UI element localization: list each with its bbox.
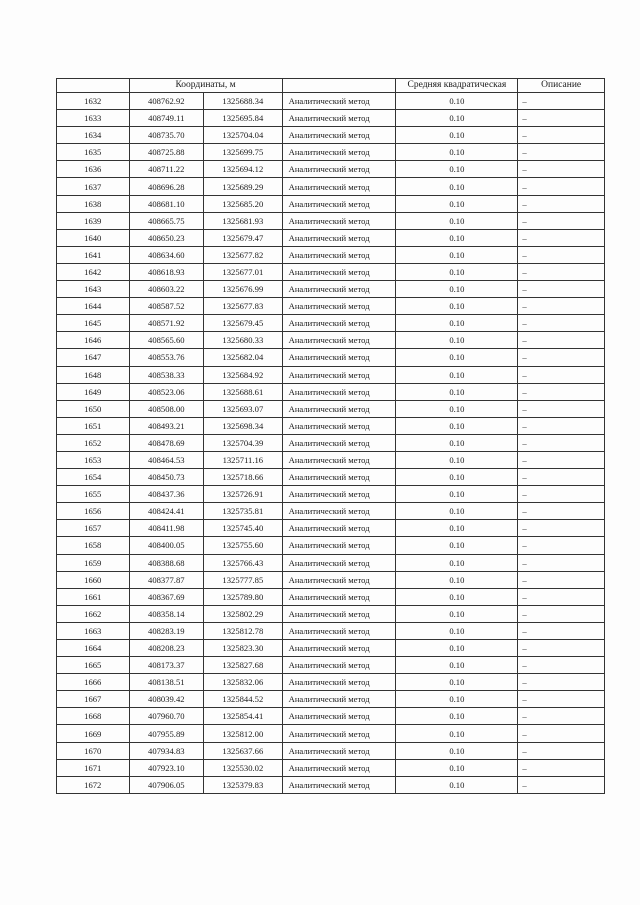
rms-error-cell: 0.10 — [396, 725, 518, 742]
description-cell: – — [518, 110, 605, 127]
coord-y-cell: 1325688.34 — [204, 93, 283, 110]
rms-error-cell: 0.10 — [396, 776, 518, 793]
coord-x-cell: 408411.98 — [129, 520, 204, 537]
method-cell: Аналитический метод — [282, 725, 396, 742]
table-row — [57, 503, 605, 520]
coord-x-cell: 408173.37 — [129, 657, 204, 674]
description-cell: – — [518, 640, 605, 657]
coord-x-cell: 408523.06 — [129, 383, 204, 400]
method-cell: Аналитический метод — [282, 366, 396, 383]
rms-error-cell: 0.10 — [396, 486, 518, 503]
description-cell: – — [518, 93, 605, 110]
method-cell: Аналитический метод — [282, 674, 396, 691]
coord-y-cell: 1325680.33 — [204, 332, 283, 349]
point-number-cell: 1658 — [57, 537, 130, 554]
method-cell: Аналитический метод — [282, 246, 396, 263]
method-cell: Аналитический метод — [282, 554, 396, 571]
table-row — [57, 212, 605, 229]
table-row — [57, 451, 605, 468]
description-cell: – — [518, 776, 605, 793]
description-cell: – — [518, 212, 605, 229]
table-row — [57, 383, 605, 400]
description-cell: – — [518, 144, 605, 161]
coord-y-cell: 1325379.83 — [204, 776, 283, 793]
table-row — [57, 366, 605, 383]
table-row — [57, 161, 605, 178]
coord-x-cell: 407960.70 — [129, 708, 204, 725]
point-number-cell: 1643 — [57, 281, 130, 298]
table-row — [57, 315, 605, 332]
rms-error-cell: 0.10 — [396, 144, 518, 161]
method-cell: Аналитический метод — [282, 349, 396, 366]
coord-x-cell: 407955.89 — [129, 725, 204, 742]
point-number-cell: 1650 — [57, 400, 130, 417]
coord-y-cell: 1325693.07 — [204, 400, 283, 417]
coord-x-cell: 408634.60 — [129, 246, 204, 263]
coord-y-cell: 1325854.41 — [204, 708, 283, 725]
coord-y-cell: 1325677.83 — [204, 298, 283, 315]
description-cell: – — [518, 708, 605, 725]
method-cell: Аналитический метод — [282, 110, 396, 127]
coord-y-cell: 1325812.00 — [204, 725, 283, 742]
table-row — [57, 725, 605, 742]
description-cell: – — [518, 520, 605, 537]
point-number-cell: 1670 — [57, 742, 130, 759]
method-cell: Аналитический метод — [282, 742, 396, 759]
coord-x-cell: 408571.92 — [129, 315, 204, 332]
method-cell: Аналитический метод — [282, 503, 396, 520]
point-number-cell: 1632 — [57, 93, 130, 110]
method-cell: Аналитический метод — [282, 332, 396, 349]
description-cell: – — [518, 605, 605, 622]
header-coordinates: Координаты, м — [129, 79, 282, 93]
rms-error-cell: 0.10 — [396, 640, 518, 657]
description-cell: – — [518, 417, 605, 434]
point-number-cell: 1661 — [57, 588, 130, 605]
coord-x-cell: 408388.68 — [129, 554, 204, 571]
coord-y-cell: 1325726.91 — [204, 486, 283, 503]
table-header-row — [57, 79, 605, 93]
point-number-cell: 1657 — [57, 520, 130, 537]
coord-x-cell: 408478.69 — [129, 434, 204, 451]
point-number-cell: 1636 — [57, 161, 130, 178]
coord-y-cell: 1325827.68 — [204, 657, 283, 674]
coord-y-cell: 1325698.34 — [204, 417, 283, 434]
method-cell: Аналитический метод — [282, 93, 396, 110]
coord-y-cell: 1325789.80 — [204, 588, 283, 605]
description-cell: – — [518, 161, 605, 178]
rms-error-cell: 0.10 — [396, 554, 518, 571]
coord-y-cell: 1325704.04 — [204, 127, 283, 144]
point-number-cell: 1656 — [57, 503, 130, 520]
point-number-cell: 1633 — [57, 110, 130, 127]
coord-y-cell: 1325735.81 — [204, 503, 283, 520]
rms-error-cell: 0.10 — [396, 161, 518, 178]
coord-y-cell: 1325812.78 — [204, 622, 283, 639]
description-cell: – — [518, 349, 605, 366]
coord-x-cell: 408493.21 — [129, 417, 204, 434]
point-number-cell: 1639 — [57, 212, 130, 229]
table-row — [57, 605, 605, 622]
method-cell: Аналитический метод — [282, 195, 396, 212]
rms-error-cell: 0.10 — [396, 212, 518, 229]
point-number-cell: 1651 — [57, 417, 130, 434]
rms-error-cell: 0.10 — [396, 178, 518, 195]
table-row — [57, 759, 605, 776]
coord-x-cell: 408508.00 — [129, 400, 204, 417]
coord-y-cell: 1325699.75 — [204, 144, 283, 161]
point-number-cell: 1666 — [57, 674, 130, 691]
table-row — [57, 349, 605, 366]
coord-x-cell: 408424.41 — [129, 503, 204, 520]
coord-y-cell: 1325688.61 — [204, 383, 283, 400]
point-number-cell: 1653 — [57, 451, 130, 468]
point-number-cell: 1655 — [57, 486, 130, 503]
coord-y-cell: 1325684.92 — [204, 366, 283, 383]
method-cell: Аналитический метод — [282, 315, 396, 332]
rms-error-cell: 0.10 — [396, 366, 518, 383]
coord-y-cell: 1325676.99 — [204, 281, 283, 298]
rms-error-cell: 0.10 — [396, 195, 518, 212]
coord-y-cell: 1325637.66 — [204, 742, 283, 759]
rms-error-cell: 0.10 — [396, 229, 518, 246]
header-description: Описание — [518, 79, 605, 93]
table-row — [57, 657, 605, 674]
coord-x-cell: 408618.93 — [129, 263, 204, 280]
rms-error-cell: 0.10 — [396, 315, 518, 332]
rms-error-cell: 0.10 — [396, 281, 518, 298]
point-number-cell: 1662 — [57, 605, 130, 622]
description-cell: – — [518, 366, 605, 383]
point-number-cell: 1654 — [57, 469, 130, 486]
description-cell: – — [518, 246, 605, 263]
rms-error-cell: 0.10 — [396, 657, 518, 674]
method-cell: Аналитический метод — [282, 571, 396, 588]
point-number-cell: 1638 — [57, 195, 130, 212]
rms-error-cell: 0.10 — [396, 332, 518, 349]
coord-y-cell: 1325679.45 — [204, 315, 283, 332]
coord-y-cell: 1325685.20 — [204, 195, 283, 212]
coord-x-cell: 408711.22 — [129, 161, 204, 178]
point-number-cell: 1672 — [57, 776, 130, 793]
method-cell: Аналитический метод — [282, 520, 396, 537]
method-cell: Аналитический метод — [282, 657, 396, 674]
method-cell: Аналитический метод — [282, 776, 396, 793]
rms-error-cell: 0.10 — [396, 383, 518, 400]
description-cell: – — [518, 127, 605, 144]
coord-x-cell: 408400.05 — [129, 537, 204, 554]
method-cell: Аналитический метод — [282, 622, 396, 639]
description-cell: – — [518, 434, 605, 451]
coord-x-cell: 408138.51 — [129, 674, 204, 691]
table-row — [57, 434, 605, 451]
point-number-cell: 1648 — [57, 366, 130, 383]
coord-x-cell: 408358.14 — [129, 605, 204, 622]
coord-y-cell: 1325677.01 — [204, 263, 283, 280]
coord-x-cell: 408749.11 — [129, 110, 204, 127]
table-row — [57, 417, 605, 434]
table-row — [57, 110, 605, 127]
description-cell: – — [518, 281, 605, 298]
method-cell: Аналитический метод — [282, 537, 396, 554]
table-row — [57, 571, 605, 588]
rms-error-cell: 0.10 — [396, 93, 518, 110]
rms-error-cell: 0.10 — [396, 520, 518, 537]
table-row — [57, 469, 605, 486]
coord-x-cell: 408039.42 — [129, 691, 204, 708]
coord-y-cell: 1325844.52 — [204, 691, 283, 708]
coord-x-cell: 408464.53 — [129, 451, 204, 468]
coord-y-cell: 1325832.06 — [204, 674, 283, 691]
coord-y-cell: 1325530.02 — [204, 759, 283, 776]
table-row — [57, 674, 605, 691]
method-cell: Аналитический метод — [282, 400, 396, 417]
coord-y-cell: 1325718.66 — [204, 469, 283, 486]
table-row — [57, 178, 605, 195]
point-number-cell: 1647 — [57, 349, 130, 366]
method-cell: Аналитический метод — [282, 605, 396, 622]
point-number-cell: 1652 — [57, 434, 130, 451]
coord-x-cell: 408283.19 — [129, 622, 204, 639]
point-number-cell: 1635 — [57, 144, 130, 161]
coord-x-cell: 408681.10 — [129, 195, 204, 212]
table-row — [57, 144, 605, 161]
coordinates-table — [56, 78, 605, 794]
method-cell: Аналитический метод — [282, 281, 396, 298]
rms-error-cell: 0.10 — [396, 759, 518, 776]
description-cell: – — [518, 503, 605, 520]
point-number-cell: 1645 — [57, 315, 130, 332]
method-cell: Аналитический метод — [282, 127, 396, 144]
rms-error-cell: 0.10 — [396, 246, 518, 263]
coord-x-cell: 408538.33 — [129, 366, 204, 383]
coord-x-cell: 408437.36 — [129, 486, 204, 503]
method-cell: Аналитический метод — [282, 434, 396, 451]
table-row — [57, 554, 605, 571]
method-cell: Аналитический метод — [282, 451, 396, 468]
description-cell: – — [518, 298, 605, 315]
rms-error-cell: 0.10 — [396, 537, 518, 554]
description-cell: – — [518, 195, 605, 212]
method-cell: Аналитический метод — [282, 417, 396, 434]
rms-error-cell: 0.10 — [396, 349, 518, 366]
coord-x-cell: 407934.83 — [129, 742, 204, 759]
coord-y-cell: 1325745.40 — [204, 520, 283, 537]
coord-x-cell: 408650.23 — [129, 229, 204, 246]
method-cell: Аналитический метод — [282, 486, 396, 503]
description-cell: – — [518, 263, 605, 280]
method-cell: Аналитический метод — [282, 691, 396, 708]
method-cell: Аналитический метод — [282, 469, 396, 486]
rms-error-cell: 0.10 — [396, 451, 518, 468]
description-cell: – — [518, 674, 605, 691]
coord-x-cell: 408208.23 — [129, 640, 204, 657]
description-cell: – — [518, 383, 605, 400]
point-number-cell: 1665 — [57, 657, 130, 674]
rms-error-cell: 0.10 — [396, 263, 518, 280]
method-cell: Аналитический метод — [282, 212, 396, 229]
description-cell: – — [518, 657, 605, 674]
table-row — [57, 691, 605, 708]
coord-y-cell: 1325695.84 — [204, 110, 283, 127]
table-row — [57, 708, 605, 725]
method-cell: Аналитический метод — [282, 229, 396, 246]
coord-y-cell: 1325704.39 — [204, 434, 283, 451]
table-row — [57, 640, 605, 657]
table-row — [57, 486, 605, 503]
description-cell: – — [518, 588, 605, 605]
description-cell: – — [518, 332, 605, 349]
rms-error-cell: 0.10 — [396, 588, 518, 605]
point-number-cell: 1664 — [57, 640, 130, 657]
coord-y-cell: 1325777.85 — [204, 571, 283, 588]
coord-x-cell: 407906.05 — [129, 776, 204, 793]
rms-error-cell: 0.10 — [396, 434, 518, 451]
table-row — [57, 742, 605, 759]
rms-error-cell: 0.10 — [396, 742, 518, 759]
point-number-cell: 1659 — [57, 554, 130, 571]
coord-x-cell: 407923.10 — [129, 759, 204, 776]
rms-error-cell: 0.10 — [396, 400, 518, 417]
coord-x-cell: 408553.76 — [129, 349, 204, 366]
description-cell: – — [518, 315, 605, 332]
method-cell: Аналитический метод — [282, 144, 396, 161]
rms-error-cell: 0.10 — [396, 622, 518, 639]
method-cell: Аналитический метод — [282, 759, 396, 776]
description-cell: – — [518, 691, 605, 708]
coord-y-cell: 1325766.43 — [204, 554, 283, 571]
table-row — [57, 537, 605, 554]
description-cell: – — [518, 622, 605, 639]
coord-x-cell: 408367.69 — [129, 588, 204, 605]
point-number-cell: 1641 — [57, 246, 130, 263]
description-cell: – — [518, 451, 605, 468]
table-row — [57, 400, 605, 417]
table-row — [57, 298, 605, 315]
coord-y-cell: 1325677.82 — [204, 246, 283, 263]
rms-error-cell: 0.10 — [396, 298, 518, 315]
point-number-cell: 1671 — [57, 759, 130, 776]
description-cell: – — [518, 742, 605, 759]
coord-x-cell: 408725.88 — [129, 144, 204, 161]
description-cell: – — [518, 571, 605, 588]
rms-error-cell: 0.10 — [396, 571, 518, 588]
rms-error-cell: 0.10 — [396, 503, 518, 520]
rms-error-cell: 0.10 — [396, 110, 518, 127]
coord-y-cell: 1325711.16 — [204, 451, 283, 468]
description-cell: – — [518, 178, 605, 195]
description-cell: – — [518, 537, 605, 554]
point-number-cell: 1640 — [57, 229, 130, 246]
header-method — [282, 79, 396, 93]
coord-y-cell: 1325823.30 — [204, 640, 283, 657]
point-number-cell: 1644 — [57, 298, 130, 315]
description-cell: – — [518, 486, 605, 503]
table-row — [57, 195, 605, 212]
method-cell: Аналитический метод — [282, 708, 396, 725]
method-cell: Аналитический метод — [282, 383, 396, 400]
coord-x-cell: 408603.22 — [129, 281, 204, 298]
coord-y-cell: 1325689.29 — [204, 178, 283, 195]
point-number-cell: 1637 — [57, 178, 130, 195]
table-body — [57, 93, 605, 794]
table-row — [57, 622, 605, 639]
table-row — [57, 127, 605, 144]
description-cell: – — [518, 554, 605, 571]
method-cell: Аналитический метод — [282, 263, 396, 280]
rms-error-cell: 0.10 — [396, 691, 518, 708]
point-number-cell: 1668 — [57, 708, 130, 725]
description-cell: – — [518, 759, 605, 776]
coord-y-cell: 1325755.60 — [204, 537, 283, 554]
point-number-cell: 1649 — [57, 383, 130, 400]
table-row — [57, 93, 605, 110]
table-row — [57, 281, 605, 298]
table-row — [57, 246, 605, 263]
point-number-cell: 1642 — [57, 263, 130, 280]
table-row — [57, 263, 605, 280]
coord-y-cell: 1325682.04 — [204, 349, 283, 366]
method-cell: Аналитический метод — [282, 178, 396, 195]
table-row — [57, 588, 605, 605]
coord-x-cell: 408587.52 — [129, 298, 204, 315]
description-cell: – — [518, 400, 605, 417]
table-row — [57, 776, 605, 793]
point-number-cell: 1634 — [57, 127, 130, 144]
rms-error-cell: 0.10 — [396, 417, 518, 434]
rms-error-cell: 0.10 — [396, 674, 518, 691]
header-rms-error: Средняя квадратическая — [396, 79, 518, 93]
rms-error-cell: 0.10 — [396, 469, 518, 486]
table-row — [57, 332, 605, 349]
point-number-cell: 1660 — [57, 571, 130, 588]
method-cell: Аналитический метод — [282, 298, 396, 315]
method-cell: Аналитический метод — [282, 588, 396, 605]
description-cell: – — [518, 229, 605, 246]
table-row — [57, 520, 605, 537]
description-cell: – — [518, 469, 605, 486]
coord-y-cell: 1325679.47 — [204, 229, 283, 246]
point-number-cell: 1669 — [57, 725, 130, 742]
method-cell: Аналитический метод — [282, 640, 396, 657]
coord-y-cell: 1325694.12 — [204, 161, 283, 178]
point-number-cell: 1667 — [57, 691, 130, 708]
point-number-cell: 1663 — [57, 622, 130, 639]
coord-y-cell: 1325681.93 — [204, 212, 283, 229]
coord-x-cell: 408450.73 — [129, 469, 204, 486]
coord-x-cell: 408377.87 — [129, 571, 204, 588]
coord-x-cell: 408762.92 — [129, 93, 204, 110]
method-cell: Аналитический метод — [282, 161, 396, 178]
rms-error-cell: 0.10 — [396, 127, 518, 144]
rms-error-cell: 0.10 — [396, 708, 518, 725]
coord-x-cell: 408696.28 — [129, 178, 204, 195]
table-row — [57, 229, 605, 246]
coord-y-cell: 1325802.29 — [204, 605, 283, 622]
rms-error-cell: 0.10 — [396, 605, 518, 622]
coord-x-cell: 408665.75 — [129, 212, 204, 229]
point-number-cell: 1646 — [57, 332, 130, 349]
coord-x-cell: 408735.70 — [129, 127, 204, 144]
coord-x-cell: 408565.60 — [129, 332, 204, 349]
header-point-number — [57, 79, 130, 93]
description-cell: – — [518, 725, 605, 742]
